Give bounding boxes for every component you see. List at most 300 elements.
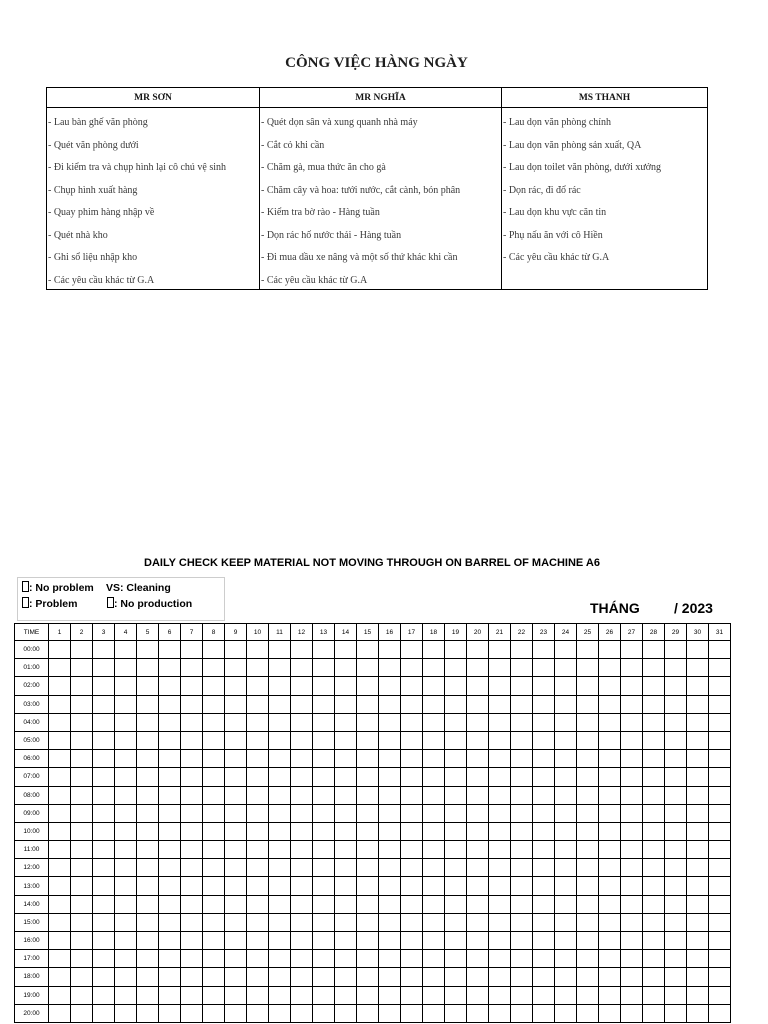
check-cell	[643, 950, 665, 968]
check-cell	[49, 895, 71, 913]
check-cell	[93, 731, 115, 749]
check-cell	[445, 1004, 467, 1022]
check-cell	[489, 1004, 511, 1022]
check-cell	[489, 877, 511, 895]
check-cell	[71, 822, 93, 840]
check-cell	[643, 641, 665, 659]
check-cell	[577, 1004, 599, 1022]
daily-tasks-table	[46, 87, 708, 290]
check-cell	[445, 786, 467, 804]
check-cell	[665, 659, 687, 677]
check-cell	[599, 913, 621, 931]
check-cell	[159, 895, 181, 913]
check-cell	[489, 913, 511, 931]
day-header: 25	[577, 624, 599, 641]
day-header: 19	[445, 624, 467, 641]
check-cell	[225, 895, 247, 913]
check-cell	[533, 986, 555, 1004]
check-cell	[379, 950, 401, 968]
check-cell	[71, 859, 93, 877]
check-cell	[555, 786, 577, 804]
check-cell	[93, 877, 115, 895]
check-cell	[225, 786, 247, 804]
check-cell	[577, 641, 599, 659]
day-header: 1	[49, 624, 71, 641]
check-cell	[423, 986, 445, 1004]
check-cell	[115, 986, 137, 1004]
task-item: - Đi mua dầu xe nâng và một số thứ khác khi cần	[261, 252, 458, 263]
check-cell	[159, 713, 181, 731]
check-cell	[533, 641, 555, 659]
check-cell	[203, 932, 225, 950]
check-cell	[357, 932, 379, 950]
check-cell	[445, 895, 467, 913]
check-cell	[555, 713, 577, 731]
check-cell	[709, 859, 731, 877]
check-cell	[269, 822, 291, 840]
check-cell	[621, 804, 643, 822]
check-cell	[643, 986, 665, 1004]
check-cell	[467, 895, 489, 913]
legend-label: VS: Cleaning	[106, 582, 171, 594]
check-cell	[49, 877, 71, 895]
check-cell	[643, 659, 665, 677]
check-cell	[687, 822, 709, 840]
day-header: 4	[115, 624, 137, 641]
check-cell	[203, 659, 225, 677]
check-cell	[203, 877, 225, 895]
check-cell	[269, 659, 291, 677]
time-row	[15, 822, 731, 840]
check-cell	[643, 841, 665, 859]
check-cell	[687, 950, 709, 968]
task-item: - Cắt cỏ khi cần	[261, 139, 325, 151]
check-cell	[357, 731, 379, 749]
check-cell	[269, 677, 291, 695]
check-cell	[291, 859, 313, 877]
check-cell	[181, 713, 203, 731]
check-cell	[269, 841, 291, 859]
task-column	[47, 108, 260, 290]
day-header: 9	[225, 624, 247, 641]
check-cell	[687, 768, 709, 786]
check-cell	[291, 822, 313, 840]
time-row	[15, 695, 731, 713]
check-cell	[269, 932, 291, 950]
check-cell	[269, 986, 291, 1004]
check-cell	[159, 968, 181, 986]
check-cell	[357, 877, 379, 895]
check-cell	[445, 659, 467, 677]
check-cell	[577, 950, 599, 968]
day-header: 20	[467, 624, 489, 641]
check-cell	[379, 786, 401, 804]
check-cell	[577, 768, 599, 786]
check-cell	[115, 877, 137, 895]
month-label: THÁNG	[590, 600, 640, 616]
check-cell	[423, 677, 445, 695]
check-cell	[181, 1004, 203, 1022]
check-cell	[489, 859, 511, 877]
task-item: - Lau dọn toilet văn phòng, dưới xưởng	[503, 162, 662, 173]
check-cell	[159, 986, 181, 1004]
check-cell	[467, 695, 489, 713]
check-cell	[445, 750, 467, 768]
check-cell	[643, 713, 665, 731]
task-item: - Chụp hình xuất hàng	[48, 184, 138, 196]
check-cell	[379, 768, 401, 786]
check-cell	[533, 695, 555, 713]
check-cell	[137, 877, 159, 895]
check-cell	[599, 641, 621, 659]
check-cell	[49, 804, 71, 822]
tasks-title: CÔNG VIỆC HÀNG NGÀY	[285, 55, 468, 71]
task-column	[260, 108, 502, 290]
check-cell	[291, 750, 313, 768]
check-cell	[555, 677, 577, 695]
check-cell	[709, 913, 731, 931]
check-cell	[203, 950, 225, 968]
check-cell	[137, 895, 159, 913]
check-cell	[687, 986, 709, 1004]
check-cell	[467, 659, 489, 677]
check-cell	[203, 677, 225, 695]
check-cell	[225, 804, 247, 822]
check-cell	[423, 877, 445, 895]
check-cell	[511, 895, 533, 913]
check-cell	[269, 1004, 291, 1022]
check-cell	[93, 713, 115, 731]
check-cell	[379, 877, 401, 895]
check-cell	[665, 641, 687, 659]
check-cell	[159, 822, 181, 840]
check-cell	[291, 695, 313, 713]
day-header: 30	[687, 624, 709, 641]
check-cell	[225, 641, 247, 659]
time-label: 02:00	[15, 677, 49, 695]
check-cell	[159, 659, 181, 677]
check-cell	[313, 859, 335, 877]
check-cell	[489, 731, 511, 749]
check-cell	[665, 895, 687, 913]
tasks-table-body	[47, 108, 708, 290]
check-cell	[379, 822, 401, 840]
day-header: 22	[511, 624, 533, 641]
task-item: - Dọn rác, đi đổ rác	[503, 184, 581, 196]
check-cell	[445, 641, 467, 659]
check-cell	[269, 895, 291, 913]
check-cell	[555, 804, 577, 822]
time-row	[15, 841, 731, 859]
check-cell	[555, 750, 577, 768]
check-cell	[533, 859, 555, 877]
check-cell	[665, 750, 687, 768]
check-cell	[511, 731, 533, 749]
check-cell	[709, 731, 731, 749]
check-cell	[489, 677, 511, 695]
check-cell	[709, 950, 731, 968]
check-cell	[555, 913, 577, 931]
check-cell	[643, 932, 665, 950]
check-cell	[49, 768, 71, 786]
check-cell	[225, 822, 247, 840]
check-cell	[599, 804, 621, 822]
check-cell	[577, 895, 599, 913]
check-cell	[709, 841, 731, 859]
check-cell	[489, 713, 511, 731]
check-cell	[489, 895, 511, 913]
check-cell	[115, 786, 137, 804]
check-cell	[115, 659, 137, 677]
check-cell	[511, 713, 533, 731]
check-cell	[379, 713, 401, 731]
check-cell	[577, 695, 599, 713]
check-cell	[577, 913, 599, 931]
check-cell	[577, 713, 599, 731]
check-cell	[709, 1004, 731, 1022]
check-cell	[489, 659, 511, 677]
check-cell	[401, 804, 423, 822]
check-cell	[467, 913, 489, 931]
check-cell	[665, 841, 687, 859]
check-cell	[93, 841, 115, 859]
check-cell	[71, 804, 93, 822]
check-cell	[71, 768, 93, 786]
check-cell	[115, 695, 137, 713]
task-item: - Quay phim hàng nhập về	[48, 207, 155, 218]
check-cell	[137, 659, 159, 677]
check-cell	[621, 641, 643, 659]
check-cell	[423, 841, 445, 859]
check-cell	[159, 786, 181, 804]
check-cell	[225, 859, 247, 877]
check-cell	[93, 859, 115, 877]
check-cell	[401, 841, 423, 859]
check-cell	[599, 1004, 621, 1022]
check-cell	[181, 804, 203, 822]
check-cell	[621, 877, 643, 895]
check-cell	[313, 750, 335, 768]
check-cell	[181, 731, 203, 749]
check-cell	[225, 986, 247, 1004]
check-cell	[313, 659, 335, 677]
check-cell	[379, 859, 401, 877]
day-header: 29	[665, 624, 687, 641]
check-cell	[115, 731, 137, 749]
check-cell	[709, 932, 731, 950]
check-cell	[357, 750, 379, 768]
time-row	[15, 804, 731, 822]
check-cell	[247, 641, 269, 659]
check-cell	[115, 968, 137, 986]
check-cell	[511, 641, 533, 659]
check-cell	[555, 731, 577, 749]
check-cell	[599, 713, 621, 731]
assignee-header: MR NGHĨA	[260, 88, 502, 108]
check-cell	[203, 768, 225, 786]
day-header: 15	[357, 624, 379, 641]
check-cell	[401, 822, 423, 840]
check-cell	[665, 695, 687, 713]
check-cell	[181, 895, 203, 913]
check-cell	[247, 841, 269, 859]
check-cell	[313, 641, 335, 659]
check-cell	[533, 713, 555, 731]
check-cell	[225, 713, 247, 731]
check-cell	[269, 786, 291, 804]
check-cell	[709, 713, 731, 731]
time-column-header: TIME	[15, 624, 49, 641]
check-cell	[203, 895, 225, 913]
task-item: - Quét văn phòng dưới	[48, 139, 139, 151]
check-cell	[643, 859, 665, 877]
check-cell	[621, 841, 643, 859]
check-cell	[313, 895, 335, 913]
time-label: 09:00	[15, 804, 49, 822]
check-cell	[291, 986, 313, 1004]
check-cell	[137, 750, 159, 768]
check-cell	[137, 859, 159, 877]
time-label: 04:00	[15, 713, 49, 731]
check-cell	[225, 731, 247, 749]
check-cell	[71, 750, 93, 768]
check-cell	[533, 677, 555, 695]
check-cell	[621, 786, 643, 804]
check-cell	[269, 768, 291, 786]
check-cell	[247, 913, 269, 931]
check-cell	[291, 950, 313, 968]
check-cell	[313, 677, 335, 695]
check-cell	[445, 713, 467, 731]
day-header: 5	[137, 624, 159, 641]
check-cell	[379, 895, 401, 913]
check-cell	[401, 986, 423, 1004]
check-cell	[665, 1004, 687, 1022]
check-cell	[269, 641, 291, 659]
check-cell	[621, 950, 643, 968]
check-cell	[423, 768, 445, 786]
check-cell	[599, 950, 621, 968]
check-cell	[49, 822, 71, 840]
check-cell	[247, 822, 269, 840]
check-cell	[401, 1004, 423, 1022]
check-cell	[93, 750, 115, 768]
check-cell	[93, 950, 115, 968]
legend-no-production	[107, 597, 192, 611]
check-cell	[291, 713, 313, 731]
check-cell	[621, 768, 643, 786]
check-cell	[555, 895, 577, 913]
check-cell	[621, 677, 643, 695]
check-cell	[93, 822, 115, 840]
check-cell	[577, 822, 599, 840]
check-cell	[643, 822, 665, 840]
time-label: 20:00	[15, 1004, 49, 1022]
check-cell	[71, 659, 93, 677]
check-cell	[401, 731, 423, 749]
time-row	[15, 677, 731, 695]
check-cell	[203, 641, 225, 659]
check-cell	[203, 804, 225, 822]
check-cell	[93, 677, 115, 695]
check-cell	[159, 950, 181, 968]
check-cell	[511, 841, 533, 859]
check-cell	[709, 768, 731, 786]
check-cell	[687, 786, 709, 804]
check-cell	[489, 750, 511, 768]
time-label: 00:00	[15, 641, 49, 659]
check-cell	[115, 913, 137, 931]
check-cell	[533, 1004, 555, 1022]
assignee-header: MR SƠN	[47, 88, 260, 108]
check-cell	[335, 786, 357, 804]
check-cell	[335, 913, 357, 931]
check-cell	[71, 786, 93, 804]
check-cell	[621, 713, 643, 731]
check-cell	[599, 877, 621, 895]
box-symbol-icon	[22, 597, 29, 608]
check-cell	[115, 841, 137, 859]
day-header: 14	[335, 624, 357, 641]
check-cell	[577, 968, 599, 986]
check-cell	[291, 968, 313, 986]
day-header: 21	[489, 624, 511, 641]
check-cell	[335, 750, 357, 768]
check-cell	[357, 913, 379, 931]
check-cell	[71, 731, 93, 749]
check-cell	[225, 932, 247, 950]
check-cell	[269, 713, 291, 731]
check-cell	[467, 641, 489, 659]
legend-problem	[22, 597, 77, 611]
check-cell	[137, 677, 159, 695]
check-cell	[137, 641, 159, 659]
check-cell	[643, 786, 665, 804]
check-cell	[269, 968, 291, 986]
check-cell	[489, 968, 511, 986]
year-label: / 2023	[674, 600, 713, 616]
check-cell	[357, 950, 379, 968]
task-item: - Chăm cây và hoa: tưới nước, cắt cành, bón phân	[261, 184, 461, 196]
check-cell	[511, 750, 533, 768]
check-cell	[93, 932, 115, 950]
check-cell	[313, 968, 335, 986]
check-cell	[687, 804, 709, 822]
check-cell	[709, 968, 731, 986]
check-cell	[709, 641, 731, 659]
check-cell	[533, 731, 555, 749]
check-cell	[687, 750, 709, 768]
check-cell	[291, 841, 313, 859]
check-cell	[313, 950, 335, 968]
check-cell	[291, 895, 313, 913]
check-grid	[14, 623, 731, 1023]
check-cell	[621, 859, 643, 877]
check-cell	[181, 822, 203, 840]
check-cell	[137, 913, 159, 931]
check-cell	[203, 968, 225, 986]
check-cell	[665, 932, 687, 950]
check-cell	[181, 768, 203, 786]
check-cell	[203, 695, 225, 713]
check-cell	[115, 932, 137, 950]
check-cell	[71, 968, 93, 986]
check-cell	[687, 641, 709, 659]
check-cell	[335, 713, 357, 731]
day-header: 6	[159, 624, 181, 641]
check-cell	[247, 932, 269, 950]
time-label: 15:00	[15, 913, 49, 931]
